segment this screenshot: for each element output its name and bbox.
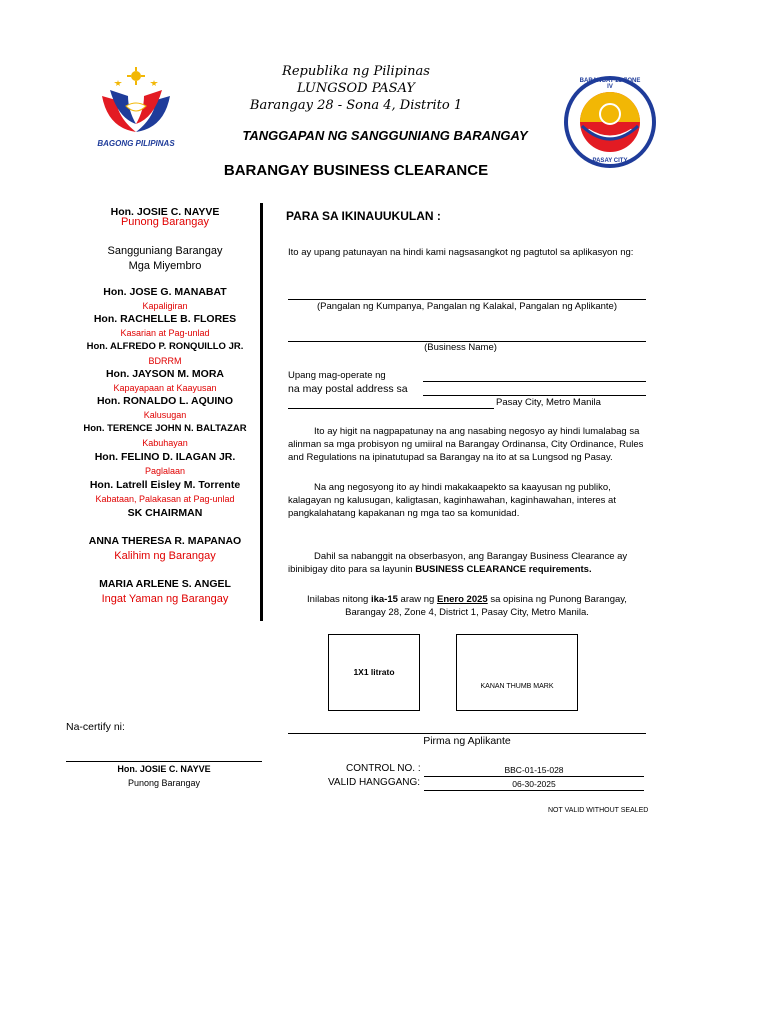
issued-statement: Inilabas nitong ika-15 araw ng Enero 2025 sa opisina ng Punong Barangay, Barangay 28, Zone 4, District 1, Pasay City, Metro Manila. [307, 594, 627, 618]
control-value: BBC-01-15-028 [504, 765, 564, 775]
seal-top-text: BARANGAY 28 ZONE IV [579, 78, 641, 90]
member-name: Hon. TERENCE JOHN N. BALTAZAR [83, 423, 247, 434]
secretary-name: ANNA THERESA R. MAPANAO [88, 535, 242, 547]
valid-value: 06-30-2025 [512, 779, 556, 789]
business-name-caption: (Business Name) [424, 342, 497, 353]
operate-line [423, 381, 646, 382]
document-title: BARANGAY BUSINESS CLEARANCE [223, 162, 489, 179]
member-role: Kasarian at Pag-unlad [120, 328, 210, 338]
certifier-signature-line [66, 761, 262, 762]
logo-caption: BAGONG PILIPINAS [97, 139, 175, 148]
barangay-seal [562, 74, 658, 170]
member-name: Hon. ALFREDO P. RONQUILLO JR. [86, 341, 244, 352]
member-name: Hon. FELINO D. ILAGAN JR. [94, 451, 236, 463]
member-role: Kabuhayan [142, 438, 188, 448]
header-republic: Republika ng Pilipinas [282, 64, 430, 79]
member-role: Kapayapaan at Kaayusan [113, 383, 217, 393]
operate-label: Upang mag-operate ng [288, 370, 386, 381]
member-role: BDRRM [148, 356, 182, 366]
paragraph-3: Dahil sa nabanggit na obserbasyon, ang Barangay Business Clearance ay ibinibigay dito para sa layunin BUSINESS CLEARANCE requirements. [288, 551, 628, 575]
member-name: Hon. JOSE G. MANABAT [103, 286, 227, 298]
certify-label: Na-certify ni: [66, 721, 125, 733]
control-label: CONTROL NO. : [346, 763, 421, 774]
control-line [424, 776, 644, 777]
paragraph-1: Ito ay higit na nagpapatunay na ang nasabing negosyo ay hindi lumalabag sa alinman sa mga probisyon ng umiiral na Barangay Ordinansa, City Ordinance, Rules and Regulations na ipinatutupad sa Barangay na ito at sa Lungsod ng Pasay. [288, 426, 644, 463]
treasurer-role: Ingat Yaman ng Barangay [101, 593, 229, 605]
applicant-signature-label: Pirma ng Aplikante [423, 735, 511, 747]
member-role: Kapaligiran [142, 301, 188, 311]
applicant-signature-line [288, 733, 646, 734]
member-role: Kalusugan [143, 410, 187, 420]
address-label: na may postal address sa [288, 383, 408, 395]
signer-role: Punong Barangay [127, 778, 201, 788]
photo-box: 1X1 litrato [328, 634, 420, 711]
intro-text: Ito ay upang patunayan na hindi kami nagsasangkot ng pagtutol sa aplikasyon ng: [288, 247, 634, 258]
header-barangay: Barangay 28 - Sona 4, Distrito 1 [249, 98, 463, 113]
valid-label: VALID HANGGANG: [328, 777, 421, 788]
header-city: LUNGSOD PASAY [296, 81, 416, 96]
address-line [423, 395, 646, 396]
council-label: Sangguniang Barangay [107, 245, 223, 257]
seal-bottom-text: PASAY CITY [592, 158, 628, 164]
valid-line [424, 790, 644, 791]
member-name: Hon. RACHELLE B. FLORES [93, 313, 237, 325]
thumb-mark-box: KANAN THUMB MARK [456, 634, 578, 711]
captain-role: Punong Barangay [120, 216, 210, 228]
secretary-role: Kalihim ng Barangay [114, 550, 216, 562]
member-role: Kabataan, Palakasan at Pag-unlad [95, 494, 235, 504]
member-name: Hon. JAYSON M. MORA [105, 368, 225, 380]
city-text: Pasay City, Metro Manila [496, 397, 601, 408]
applicant-name-line [288, 299, 646, 300]
address-line-2 [288, 408, 494, 409]
office-title: TANGGAPAN NG SANGGUNIANG BARANGAY [242, 128, 528, 143]
sk-chairman: SK CHAIRMAN [127, 507, 203, 519]
member-role: Paglalaan [144, 466, 186, 476]
paragraph-2: Na ang negosyong ito ay hindi makakaapekto sa kaayusan ng publiko, kalagayan ng kalusugan, kaligtasan, kaginhawahan, kaginhawahan, interes at pangkalahatang kapakanan ng mga tao sa komunidad. [288, 482, 616, 519]
applicant-name-caption: (Pangalan ng Kumpanya, Pangalan ng Kalakal, Pangalan ng Aplikante) [317, 301, 617, 312]
column-divider [260, 203, 263, 621]
captain-name: Hon. JOSIE C. NAYVE [110, 206, 220, 218]
validity-note: NOT VALID WITHOUT SEALED [548, 807, 649, 814]
bagong-pilipinas-emblem-icon [88, 66, 184, 138]
member-name: Hon. RONALDO L. AQUINO [96, 395, 234, 407]
bagong-pilipinas-logo [88, 66, 184, 152]
signer-name: Hon. JOSIE C. NAYVE [117, 764, 211, 774]
salutation: PARA SA IKINAUUKULAN : [286, 209, 441, 223]
member-name: Hon. Latrell Eisley M. Torrente [89, 479, 241, 491]
treasurer-name: MARIA ARLENE S. ANGEL [99, 578, 231, 590]
council-sublabel: Mga Miyembro [128, 260, 202, 272]
